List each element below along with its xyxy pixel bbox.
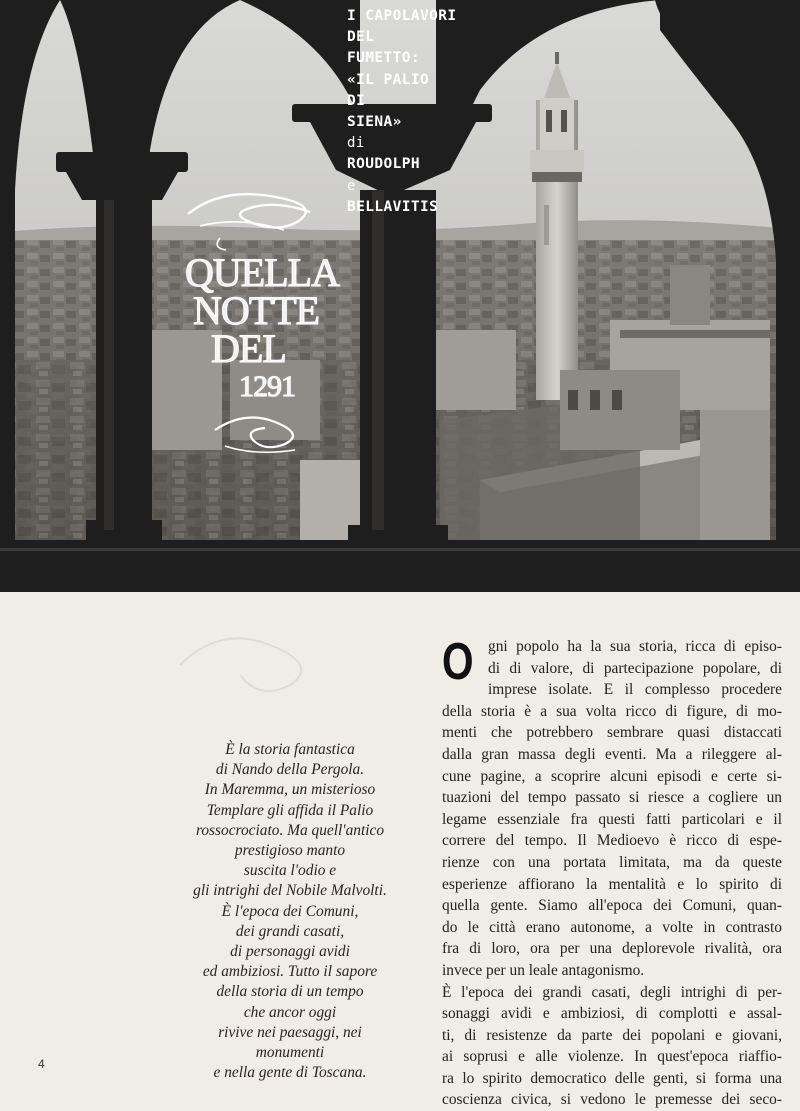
headline	[185, 250, 355, 406]
series-title-line: FUMETTO:	[347, 50, 421, 67]
faint-ornament	[170, 615, 330, 705]
flourish-bottom-ornament	[205, 400, 315, 460]
article-line: legame essenziale fra questi fatti particolari e il	[442, 810, 782, 828]
series-title-line: SIENA»	[347, 114, 402, 131]
article-line: dalla gran massa degli eventi. Ma a rileggere al-	[442, 745, 782, 763]
article-body	[442, 633, 782, 1111]
headline-line: QUELLA	[185, 250, 339, 295]
article-line: correre del tempo. Il Medioevo è ricco di espe-	[442, 832, 782, 850]
intro-line: e nella gente di Toscana.	[213, 1064, 367, 1082]
article-line: imprese isolate. E il complesso procedere	[488, 681, 782, 699]
intro-line: ed ambiziosi. Tutto il sapore	[202, 963, 378, 981]
series-title-line: DEL	[347, 29, 375, 46]
intro-summary	[150, 740, 430, 1083]
article-line: della storia è a sua volta ricco di figure, di mo-	[442, 702, 782, 720]
intro-line: suscita l'odio e	[243, 862, 337, 880]
intro-line: Templare gli affida il Palio	[206, 801, 374, 819]
intro-line: In Maremma, un misterioso	[204, 781, 376, 799]
intro-line: che ancor oggi	[243, 1003, 337, 1021]
headline-year: 1291	[239, 370, 295, 403]
article-line: ai soprusi e alle violenze. In quest'epoca riaffio-	[442, 1048, 782, 1066]
article-line: ti, di resistenze da parte dei popolani e giovani,	[442, 1026, 782, 1044]
intro-line: È l'epoca dei Comuni,	[221, 902, 359, 920]
article-line: tuazioni del tempo passato si riesce a cogliere un	[442, 789, 782, 807]
article-line: gni popolo ha la sua storia, ricca di episo-	[488, 638, 782, 655]
intro-line: È la storia fantastica	[225, 741, 355, 758]
drop-cap: O	[442, 633, 474, 691]
article-line: do le città erano autonome, a volte in contrasto	[442, 918, 782, 936]
article-line: esperienze affiorano la mentalità e lo spirito di	[442, 875, 782, 893]
article-line: menti che potrebbero sembrare quasi distaccati	[442, 724, 782, 742]
article-line: coscienza civica, si vedono le premesse dei seco-	[442, 1091, 782, 1109]
article-line: fra di loro, ora per una deplorevole rivalità, ora	[442, 940, 782, 958]
intro-line: monumenti	[255, 1044, 325, 1062]
intro-line: dei grandi casati,	[235, 922, 345, 940]
intro-line: gli intrighi del Nobile Malvolti.	[193, 882, 387, 900]
article-line: cune pagine, a scoprire alcuni episodi e certe si-	[442, 767, 782, 785]
article-line: di di valore, di partecipazione popolare, di	[488, 659, 782, 677]
intro-line: della storia di un tempo	[216, 983, 364, 1001]
intro-line: di personaggi avidi	[230, 943, 350, 961]
article-line: quella gente. Siamo all'epoca dei Comuni, quan-	[442, 897, 782, 915]
article-line: È l'epoca dei grandi casati, degli intrighi di per-	[442, 983, 782, 1001]
headline-line: NOTTE	[193, 288, 320, 333]
series-title	[347, 6, 497, 218]
article-line: invece per un leale antagonismo.	[442, 961, 645, 979]
page-number: 4	[38, 1057, 45, 1071]
intro-line: prestigioso manto	[234, 842, 346, 860]
series-title-line: I CAPOLAVORI	[347, 8, 457, 24]
headline-line: DEL	[211, 326, 286, 371]
intro-line: rivive nei paesaggi, nei	[218, 1023, 362, 1041]
author-name: ROUDOLPH	[347, 156, 421, 173]
author-name: BELLAVITIS	[347, 198, 439, 215]
series-and: e	[347, 177, 356, 194]
article-line: sonaggi avidi e ambiziosi, di complotti e assal-	[442, 1005, 782, 1023]
series-title-line: «IL PALIO	[347, 71, 430, 88]
article-line: ra lo spirito democratico delle genti, si forma una	[442, 1069, 782, 1087]
article-line: rienze con una portata limitata, ma da queste	[442, 853, 782, 871]
intro-line: rossocrociato. Ma quell'antico	[195, 821, 385, 839]
series-title-line: DI	[347, 92, 366, 109]
series-by: di	[347, 135, 365, 152]
intro-line: di Nando della Pergola.	[215, 761, 365, 779]
flourish-top-ornament	[180, 186, 330, 256]
